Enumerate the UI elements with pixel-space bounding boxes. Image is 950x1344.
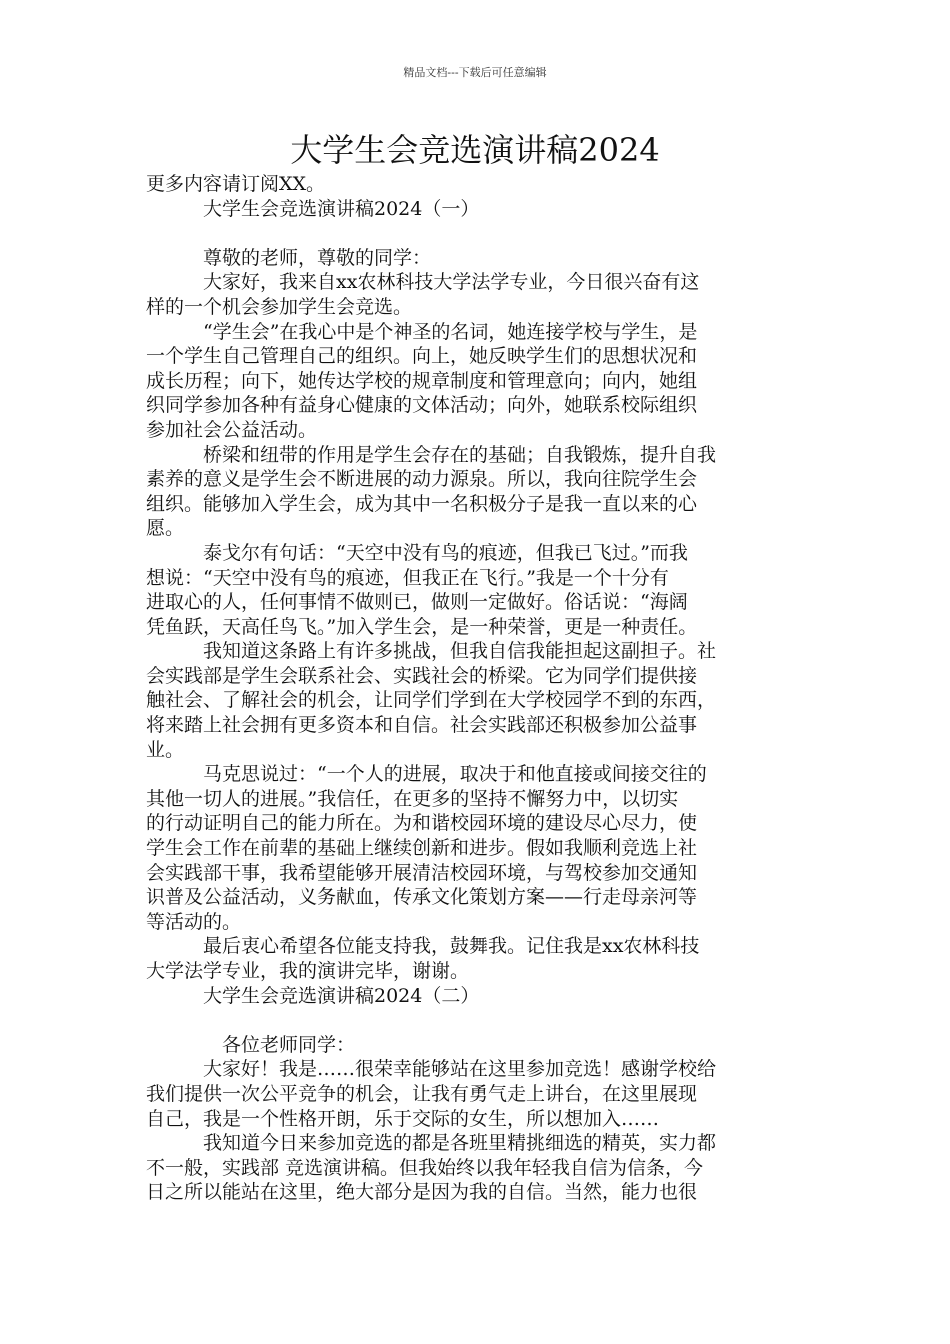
body-line: 日之所以能站在这里，绝大部分是因为我的自信。当然，能力也很 (146, 1181, 698, 1204)
body-line: 织同学参加各种有益身心健康的文体活动；向外，她联系校际组织 (146, 394, 698, 417)
body-line: 参加社会公益活动。 (146, 418, 318, 441)
body-line: 我们提供一次公平竞争的机会，让我有勇气走上讲台，在这里展现 (146, 1082, 698, 1105)
body-line: 大学法学专业，我的演讲完毕，谢谢。 (146, 960, 470, 982)
body-line: 一个学生自己管理自己的组织。向上，她反映学生们的思想状况和 (146, 345, 698, 368)
body-line: 更多内容请订阅XX。 (146, 173, 326, 195)
body-line: 会实践部是学生会联系社会、实践社会的桥梁。它为同学们提供接 (146, 664, 698, 687)
body-line: 素养的意义是学生会不断进展的动力源泉。所以，我向往院学生会 (146, 468, 698, 491)
blank-line (146, 1008, 814, 1033)
body-line: 等活动的。 (146, 910, 242, 933)
body-line: 我知道这条路上有许多挑战，但我自信我能担起这副担子。社 (146, 640, 717, 663)
body-line: “学生会”在我心中是个神圣的名词，她连接学校与学生，是 (146, 320, 698, 343)
body-line: 其他一切人的进展。”我信任，在更多的坚持不懈努力中，以切实 (146, 787, 679, 810)
body-line: 大家好，我来自xx农林科技大学法学专业，今日很兴奋有这 (146, 271, 700, 294)
body-line: 凭鱼跃，天高任鸟飞。”加入学生会，是一种荣誉，更是一种责任。 (146, 615, 698, 638)
body-line: 组织。能够加入学生会，成为其中一名积极分子是我一直以来的心 (146, 492, 698, 515)
body-line: 桥梁和纽带的作用是学生会存在的基础；自我锻炼，提升自我 (146, 443, 717, 466)
body-line: 大学生会竞选演讲稿2024（二） (146, 984, 480, 1007)
body-line: 触社会、了解社会的机会，让同学们学到在大学校园学不到的东西， (146, 689, 717, 712)
body-line: 大学生会竞选演讲稿2024（一） (146, 197, 480, 220)
body-line: 马克思说过：“一个人的进展，取决于和他直接或间接交往的 (146, 763, 707, 786)
body-line: 泰戈尔有句话：“天空中没有鸟的痕迹，但我已飞过。”而我 (146, 541, 688, 564)
body-line: 识普及公益活动，义务献血，传承文化策划方案——行走母亲河等 (146, 886, 698, 909)
body-line: 不一般，实践部 竞选演讲稿。但我始终以我年轻我自信为信条，今 (146, 1156, 704, 1179)
body-line: 自己，我是一个性格开朗，乐于交际的女生，所以想加入…… (146, 1107, 660, 1130)
body-line: 大家好！我是……很荣幸能够站在这里参加竞选！感谢学校给 (146, 1058, 717, 1081)
body-line: 将来踏上社会拥有更多资本和自信。社会实践部还积极参加公益事 (146, 714, 698, 737)
body-line: 业。 (146, 738, 185, 761)
body-line: 最后衷心希望各位能支持我，鼓舞我。记住我是xx农林科技 (146, 935, 700, 958)
body-line: 尊敬的老师，尊敬的同学： (146, 246, 432, 269)
page-header: 精品文档---下载后可任意编辑 (403, 66, 547, 79)
body-line: 进取心的人，任何事情不做则已，做则一定做好。俗话说：“海阔 (146, 591, 688, 614)
body-line: 的行动证明自己的能力所在。为和谐校园环境的建设尽心尽力，使 (146, 812, 698, 835)
body-line: 会实践部干事，我希望能够开展清洁校园环境，与驾校参加交通知 (146, 861, 698, 884)
blank-line (146, 221, 814, 246)
document-body (146, 172, 814, 1205)
document-title: 大学生会竞选演讲稿2024 (290, 131, 660, 169)
body-line: 样的一个机会参加学生会竞选。 (146, 295, 413, 318)
body-line: 各位老师同学： (146, 1033, 356, 1056)
body-line: 愿。 (146, 517, 185, 540)
body-line: 成长历程；向下，她传达学校的规章制度和管理意向；向内，她组 (146, 369, 698, 392)
body-line: 我知道今日来参加竞选的都是各班里精挑细选的精英，实力都 (146, 1132, 717, 1155)
body-line: 学生会工作在前辈的基础上继续创新和进步。假如我顺利竞选上社 (146, 837, 698, 860)
body-line: 想说：“天空中没有鸟的痕迹，但我正在飞行。”我是一个十分有 (146, 566, 669, 589)
